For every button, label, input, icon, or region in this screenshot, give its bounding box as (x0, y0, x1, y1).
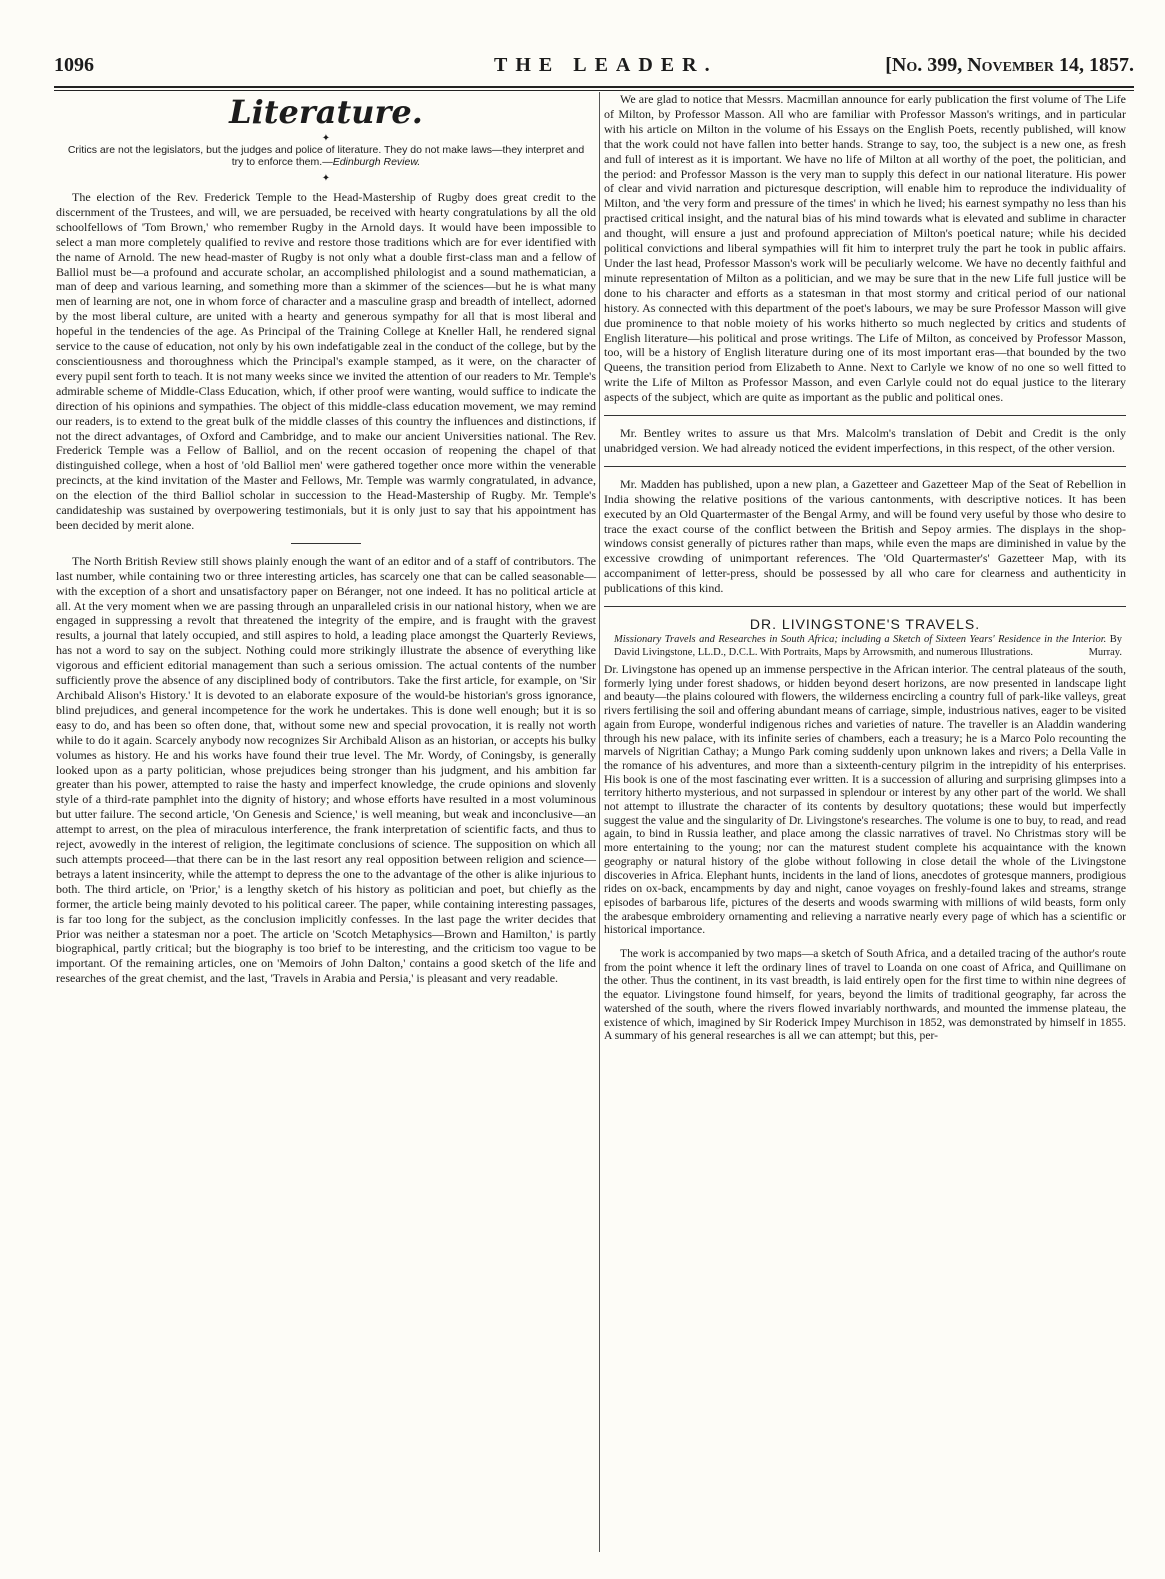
left-column (56, 92, 596, 996)
article-paragraph: Mr. Bentley writes to assure us that Mrs. Malcolm's translation of Debit and Credit is the only unabridged version. We had already noticed the evident imperfections, in this respect, of the other version. (604, 426, 1126, 455)
review-bibliography (604, 634, 1126, 659)
paper-name: THE LEADER. (494, 54, 718, 76)
article-paragraph: Mr. Madden has published, upon a new plan, a Gazetteer and Gazetteer Map of the Seat of Rebellion in India showing the relative positions of the various cantonments, with descriptive notices. It has been executed by an Old Quartermaster of the Bengal Army, and will be found very useful by those who desire to trace the exact course of the conflict between the British and Sepoy armies. The displays in the shop-windows consist generally of pictures rather than maps, while even the maps are diminished in value by the excessive crowding of unimportant references. The 'Old Quartermaster's' Gazetteer Map, with its accompaniment of letter-press, should be possessed by all who care for clearness and authenticity in publications of this kind. (604, 476, 1126, 596)
separator-rule (604, 466, 1126, 467)
header-rule (54, 86, 1134, 88)
header-rule-thin (54, 90, 1134, 91)
book-details: By David Livingstone, LL.D., D.C.L. With Portraits, Maps by Arrowsmith, and numerous Illustrations. (614, 634, 1122, 658)
article-paragraph: We are glad to notice that Messrs. Macmillan announce for early publication the first volume of The Life of Milton, by Professor Masson. All who are familiar with Professor Masson's writings, and in particular with his article on Milton in the volume of his Essays on the English Poets, recently published, will know that the work could not have fallen into better hands. Strange to say, too, the subject is a new one, as fresh and full of interest as it is important. We have no life of Milton at all worthy of the poet, the politician, and the period: and Professor Masson is the very man to supply this defect in our national literature. His power of clear and vivid narration and picturesque description, will enable him to reproduce the individuality of Milton, and 'the very form and pressure of the times' in which he lived; his earnest sympathy no less than his practised critical insight, and the natural bias of his mind towards what is elevated and sublime in character and thought, will ensure a just and profound appreciation of Milton's poetical nature; while his decided political convictions and liberal sympathies will fit him to interpret truly the part he took in public affairs. Under the last head, Professor Masson's work will be peculiarly welcome. We have no decently faithful and minute representation of Milton as a politician, and we may be sure that in the new Life full justice will be done to his character and efforts as a statesman in that most stormy and critical period of our national history. As connected with this department of the poet's labours, we may be sure Professor Masson will give due prominence to that noble moiety of his works hitherto so much neglected by critics and students of English literature—his political and prose writings. The Life of Milton, as conceived by Professor Masson, too, will be a history of English literature during one of its most important eras—that bounded by the two Queens, the transition period from Elizabeth to Anne. Next to Carlyle we know of no one so well fitted to write the Life of Milton as Professor Masson, and even Carlyle could not do equal justice to the literary aspects of the subject, which are quite as important as the public and political ones. (604, 92, 1126, 405)
column-divider (599, 92, 600, 1552)
separator-rule (604, 606, 1126, 607)
separator-rule (604, 415, 1126, 416)
ornament-icon: ✦ (321, 173, 331, 184)
motto-source: Edinburgh Review. (332, 156, 421, 168)
separator-rule (291, 543, 361, 544)
review-body (604, 663, 1126, 1043)
ornament-icon: ✦ (321, 133, 331, 144)
running-head (54, 52, 1134, 84)
section-title: Literature. (229, 93, 423, 131)
motto (66, 144, 586, 168)
review-paragraph: Dr. Livingstone has opened up an immense perspective in the African interior. The central plateaus of the south, formerly lying under forest shadows, or hidden beyond desert horizons, are now presented in landscape light and beauty—the plains coloured with flowers, the wilderness encircling a country full of park-like valleys, great rivers fertilising the soil and offering abundant means of carriage, simple, industrious natives, eager to be visited again from Europe, wonderful indigenous riches and varieties of nature. The traveller is an Aladdin wandering through his new palace, with its infinite series of chambers, each a treasury; he is a Marco Polo recounting the marvels of Nigritian Cathay; a Mungo Park coming suddenly upon unknown lakes and rivers; a Della Valle in the romance of his adventures, and more than a sixteenth-century pilgrim in the intrepidity of his enterprises. His book is one of the most fascinating ever written. It is a succession of alluring and surprising glimpses into a territory hitherto mysterious, and not surpassed in splendour or interest by any other part of the world. We shall not attempt to illustrate the character of its contents by desultory quotations; these would but imperfectly suggest the value and the singularity of Dr. Livingstone's researches. The volume is one to buy, to read, and read again, to bind in Russia leather, and place among the classic narratives of travel. No Christmas story will be more entertaining to the young; nor can the maturest student complete his acquaintance with the known geography or natural history of the globe without following in close detail the whole of the Livingstone discoveries in Africa. Elephant hunts, incidents in the land of lions, anecdotes of grotesque manners, prodigious rides on ox-back, encampments by day and night, canoe voyages on freshly-found lakes and streams, strange episodes of barbarous life, pictures of the deserts and woods swarming with millions of wild beasts, form only the arabesque embroidery ornamenting and relieving a narrative nearly every page of which has a scientific or historical importance. (604, 663, 1126, 937)
issue-date: [No. 399, November 14, 1857. (885, 54, 1134, 76)
page-number: 1096 (54, 54, 94, 76)
motto-text: Critics are not the legislators, but the judges and police of literature. They do not make laws—they interpret and try to enforce them.— (67, 144, 585, 168)
article-paragraph: The election of the Rev. Frederick Temple to the Head-Mastership of Rugby does great credit to the discernment of the Trustees, and will, we are persuaded, be received with hearty congratulations by all the old schoolfellows of 'Tom Brown,' who remember Rugby in the Arnold days. It would have been impossible to select a man more completely qualified to revive and restore those traditions which are for ever identified with the name of Arnold. The new head-master of Rugby is not only what a double first-class man and a fellow of Balliol must be—a profound and accurate scholar, an accomplished philologist and a sound mathematician, a man of deep and various learning, and something more than a skimmer of the sciences—but he is what many men of learning are not, one in whom force of character and a masculine grasp and breadth of intellect, adorned by the most liberal culture, are united with a hearty and generous sympathy for all that is most liberal and hopeful in the tendencies of the age. As Principal of the Training College at Kneller Hall, he rendered signal service to the cause of education, not only by his own indefatigable zeal in the conduct of the college, but by the conscientiousness and thoroughness which the Principal's example stamped, as it were, on the character of every pupil sent forth to teach. It is not many weeks since we invited the attention of our readers to Mr. Temple's admirable scheme of Middle-Class Education, which, if other proof were wanting, would suffice to indicate the direction of his opinions and sympathies. The object of this middle-class education movement, we may remind our readers, is to extend to the great bulk of the middle classes of this country the influences and distinctions, if not the direct advantages, of Oxford and Cambridge, and to make our ancient Universities national. The Rev. Frederick Temple was a Fellow of Balliol, and on the recent occasion of reopening the chapel of that distinguished college, when a host of 'old Balliol men' were gathered together once more within the venerable precincts, at the kind invitation of the Master and Fellows, Mr. Temple was warmly congratulated, in advance, on the election of the third Balliol scholar in succession to the Head-Mastership of Rugby. Mr. Temple's candidateship was sustained by overpowering testimonials, but it is only just to say that his appointment has been decided by merit alone. (56, 190, 596, 532)
book-title: Missionary Travels and Researches in South Africa; including a Sketch of Sixteen Years' Residence in the Interior. (614, 634, 1107, 645)
review-title: DR. LIVINGSTONE'S TRAVELS. (749, 616, 981, 633)
book-publisher: Murray. (1088, 646, 1122, 658)
article-paragraph: The North British Review still shows plainly enough the want of an editor and of a staff of contributors. The last number, while containing two or three interesting articles, has scarcely one that can be called seasonable—with the exception of a short and unsatisfactory paper on Béranger, not one indeed. It has no political article at all. At the very moment when we are passing through an unparalleled crisis in our national history, when we are engaged in suppressing a revolt that threatened the integrity of the empire, and is fraught with the gravest results, a journal that lately occupied, and still aspires to hold, a leading place amongst the Quarterly Reviews, has not a word to say on the subject. Nothing could more strikingly illustrate the absence of everything like vigorous and efficient editorial management than such a serious omission. The actual contents of the number sufficiently prove the absence of any disciplined body of contributors. Take the first article, for example, on 'Sir Archibald Alison's History.' It is devoted to an elaborate exposure of the would-be historian's gross ignorance, blind prejudices, and general incompetence for the work he undertakes. This is done well enough; but it is so easy to do, and has been so often done, that, without some new and special provocation, it is really not worth while to do it again. Scarcely anybody now recognizes Sir Archibald Alison as an historian, or accepts his bulky volumes as history. He and his works have found their true level. The Mr. Wordy, of Coningsby, is generally looked upon as a party politician, whose prejudices being stronger than his judgment, and his ambition far greater than his power, attempted to raise the hasty and imperfect knowledge, the crude opinions and slovenly style of a third-rate pamphlet into the dignity of history; and whose efforts have resulted in a most voluminous but utter failure. The second article, 'On Genesis and Science,' is well meaning, but weak and inconclusive—an attempt to arrest, on the plea of miraculous interference, the frank interpretation of scientific facts, and thus to reject, avowedly in the interest of religion, the legitimate conclusions of science. The supposition on which all such attempts proceed—that there can be in the last resort any real opposition between religion and science—betrays a latent insincerity, while the attempt to depress the one to the advantage of the other is alike injurious to both. The third article, on 'Prior,' is a lengthy sketch of his history as politician and poet, but chiefly as the former, the article being mainly devoted to his political career. The paper, while containing interesting passages, is far too long for the subject, as the conclusion implicitly confesses. In the last page the writer decides that Prior was neither a statesman nor a poet. The article on 'Scotch Metaphysics—Brown and Hamilton,' is partly biographical, partly critical; but the biography is too brief to be interesting, and the criticism too vague to be important. Of the remaining articles, one on 'Memoirs of John Dalton,' contains a good sketch of the life and researches of the great chemist, and the last, 'Travels in Arabia and Persia,' is pleasant and very readable. (56, 553, 596, 986)
review-paragraph: The work is accompanied by two maps—a sketch of South Africa, and a detailed tracing of the author's route from the point whence it left the ordinary lines of travel to Loanda on one coast of Africa, and Quillimane on the other. Thus the continent, in its vast breadth, is laid entirely open for the first time to within nine degrees of the equator. Livingstone found himself, for years, beyond the limits of traditional geography, far across the watershed of the south, where the rivers flowed invariably northwards, and mounted the immense plateau, the existence of which, imagined by Sir Roderick Impey Murchison in 1852, was demonstrated by himself in 1855. A summary of his general researches is all we can attempt; but this, per- (604, 947, 1126, 1043)
right-column (604, 92, 1126, 1053)
